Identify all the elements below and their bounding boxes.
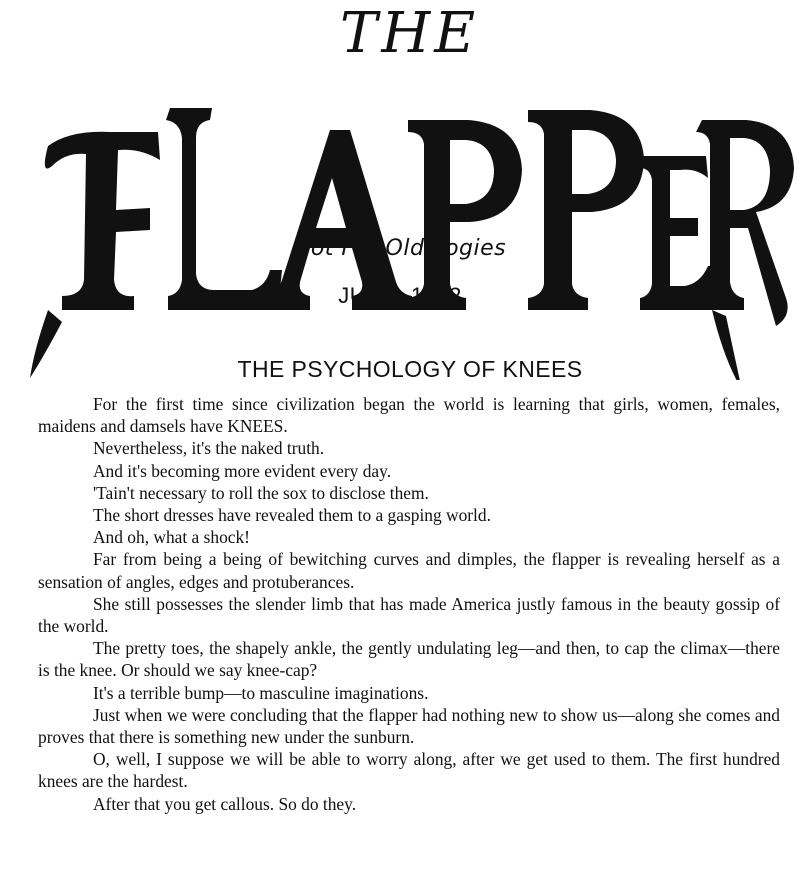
article-title: THE PSYCHOLOGY OF KNEES [237,356,583,382]
article-paragraph: The pretty toes, the shapely ankle, the gently undulating leg—and then, to cap the climax—there is the knee. Or should we say knee-cap? [38,638,780,681]
article-body [38,393,780,815]
tagline: Not For Old Fogies [293,236,507,261]
article-paragraph: 'Tain't necessary to roll the sox to disclose them. [93,482,429,503]
article-paragraph: Far from being a being of bewitching curves and dimples, the flapper is revealing herself as a sensation of angles, edges and protuberances. [38,549,780,592]
article-paragraph: She still possesses the slender limb that has made America justly famous in the beauty gossip of the world. [38,593,780,637]
logo-flourish-right [712,310,742,380]
logo-letter-f [45,132,160,310]
article-paragraph: After that you get callous. So do they. [93,793,357,814]
logo-letter-l [166,108,282,310]
article-paragraph: O, well, I suppose we will be able to worry along, after we get used to them. The first hundred knees are the hardest. [38,749,780,792]
masthead-logo [0,60,800,380]
article-paragraph: And oh, what a shock! [93,527,250,548]
article-paragraph: For the first time since civilization began the world is learning that girls, women, females, maidens and damsels have KNEES. [38,394,780,437]
logo-letter-r [696,120,794,326]
masthead-prefix: THE [340,1,480,66]
issue-date: JUNE, 1922 [338,283,462,308]
article-paragraph: It's a terrible bump—to masculine imaginations. [93,682,429,703]
article-paragraph: Just when we were concluding that the flapper had nothing new to show us—along she comes and proves that there is something new under the sunburn. [38,704,780,748]
article-paragraph: The short dresses have revealed them to a gasping world. [93,505,491,526]
article-paragraph: Nevertheless, it's the naked truth. [93,438,325,459]
article-paragraph: And it's becoming more evident every day. [93,460,392,481]
logo-letter-p2 [528,110,644,310]
logo-letter-e [640,156,718,310]
logo-flourish-left [30,310,62,378]
